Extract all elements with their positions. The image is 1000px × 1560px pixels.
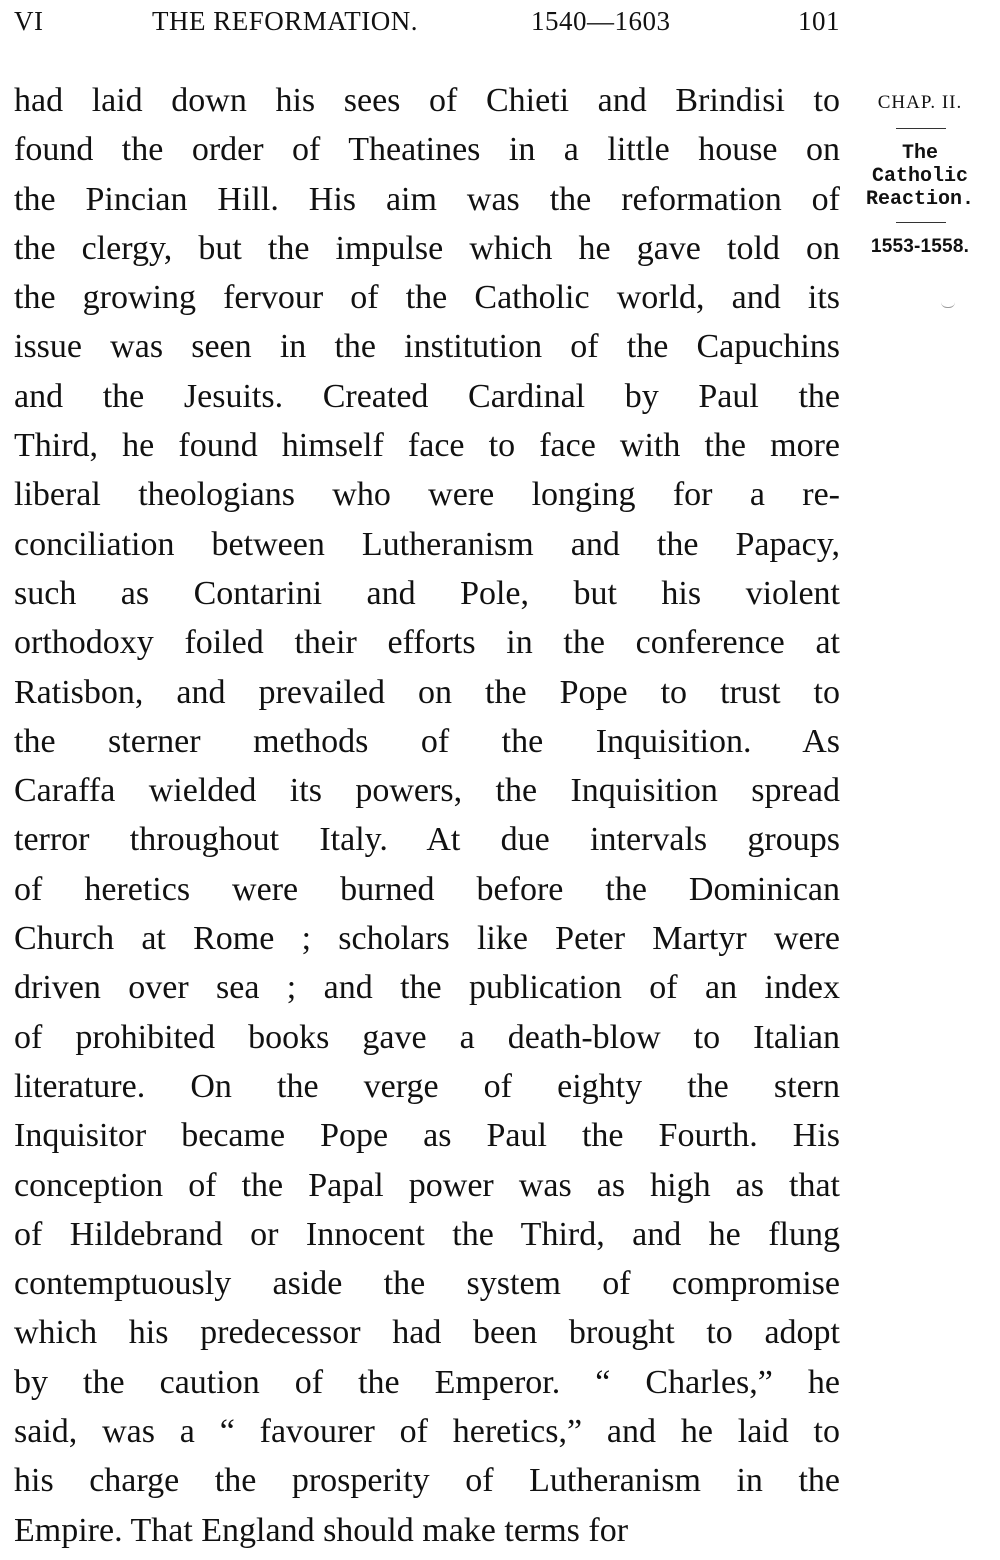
text-line: and the Jesuits. Created Cardinal by Paul the	[14, 377, 840, 415]
text-line: Ratisbon, and prevailed on the Pope to trust to	[14, 673, 840, 711]
margin-rule	[896, 128, 946, 129]
margin-section-title	[846, 142, 994, 211]
margin-rule	[896, 222, 946, 223]
text-line: had laid down his sees of Chieti and Brindisi to	[14, 82, 840, 119]
page-number: 101	[798, 6, 840, 36]
margin-section-line: Reaction.	[865, 188, 975, 211]
text-line: issue was seen in the institution of the Capuchins	[14, 328, 840, 366]
text-line: Caraffa wielded its powers, the Inquisition spread	[14, 772, 840, 810]
margin-section-line: Catholic	[871, 165, 968, 188]
text-line: orthodoxy foiled their efforts in the conference at	[14, 624, 840, 662]
body-text	[14, 76, 840, 1555]
text-line: which his predecessor had been brought to adopt	[14, 1314, 840, 1352]
text-line: found the order of Theatines in a little house on	[14, 131, 840, 169]
print-mark	[941, 302, 955, 308]
text-line: of heretics were burned before the Dominican	[14, 870, 840, 908]
text-line: liberal theologians who were longing for a re-	[14, 476, 840, 514]
text-line: the growing fervour of the Catholic world, and its	[14, 279, 840, 317]
text-line: the sterner methods of the Inquisition. As	[14, 722, 840, 760]
running-years: 1540—1603	[531, 6, 671, 36]
text-line: his charge the prosperity of Lutheranism in the	[14, 1462, 840, 1500]
text-line: contemptuously aside the system of compromise	[14, 1265, 840, 1303]
text-line: Empire. That England should make terms for	[14, 1511, 629, 1549]
text-line: such as Contarini and Pole, but his violent	[14, 574, 840, 612]
running-title: THE REFORMATION.	[152, 6, 419, 36]
text-line: Church at Rome ; scholars like Peter Martyr were	[14, 920, 840, 958]
text-line: said, was a “ favourer of heretics,” and he laid to	[14, 1413, 840, 1451]
text-line: terror throughout Italy. At due intervals groups	[14, 821, 840, 859]
text-line: Third, he found himself face to face with the more	[14, 427, 840, 465]
margin-section-line: The	[901, 142, 938, 165]
text-line: driven over sea ; and the publication of an index	[14, 969, 840, 1007]
text-line: conciliation between Lutheranism and the Papacy,	[14, 525, 840, 563]
running-header	[14, 6, 840, 46]
margin-years: 1553-1558.	[870, 236, 970, 257]
text-line: literature. On the verge of eighty the stern	[14, 1067, 840, 1105]
text-line: of prohibited books gave a death-blow to Italian	[14, 1018, 840, 1056]
text-line: Inquisitor became Pope as Paul the Fourth. His	[14, 1117, 840, 1155]
book-number: VI	[14, 6, 44, 36]
text-line: by the caution of the Emperor. “ Charles,” he	[14, 1363, 840, 1401]
margin-chapter: CHAP. II.	[877, 92, 963, 113]
text-line: the Pincian Hill. His aim was the reformation of	[14, 180, 840, 218]
text-line: conception of the Papal power was as high as that	[14, 1166, 840, 1204]
text-line: the clergy, but the impulse which he gave told on	[14, 229, 840, 267]
text-line: of Hildebrand or Innocent the Third, and he flung	[14, 1215, 840, 1253]
